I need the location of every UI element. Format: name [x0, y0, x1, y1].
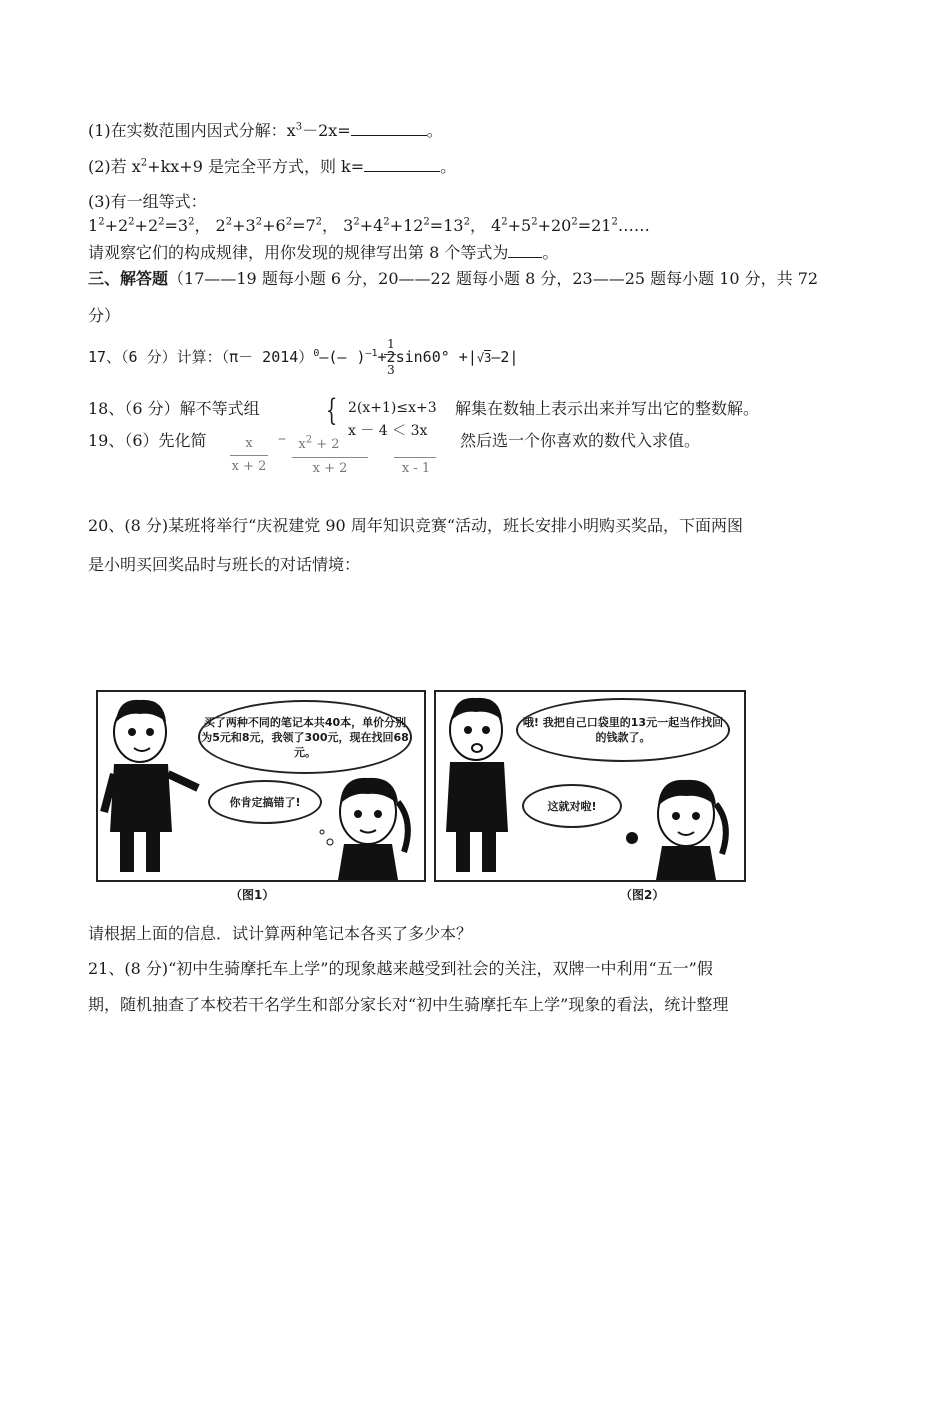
seq-exp: 2	[571, 216, 578, 228]
panel2-speech-bubble-girl: 这就对啦!	[522, 784, 622, 828]
seq-exp: 2	[255, 216, 263, 228]
seq-part: +20	[537, 216, 572, 235]
q18-lead: 18、（6 分）解不等式组	[88, 399, 260, 418]
fill-question-3: (3)有一组等式：	[88, 192, 207, 211]
comic-panel-2	[434, 690, 746, 882]
q3-equation-sequence	[88, 213, 650, 236]
seq-exp: 2	[188, 216, 195, 228]
q3-ask-text: 请观察它们的构成规律，用你发现的规律写出第 8 个等式为	[88, 243, 509, 262]
seq-part: =13	[429, 216, 464, 235]
q18-tail: 解集在数轴上表示出来并写出它的整数解。	[455, 399, 760, 418]
seq-exp: 2	[98, 216, 105, 228]
q21-line-1: 21、(8 分)“初中生骑摩托车上学”的现象越来越受到社会的关注，双牌一中利用“五一”假	[88, 959, 713, 978]
q1-end: 。	[426, 121, 443, 140]
seq-exp: 2	[353, 216, 360, 228]
q21-line-2: 期，随机抽查了本校若干名学生和部分家长对“初中生骑摩托车上学”现象的看法，统计整理	[88, 995, 729, 1014]
q17-sqrt: √3	[476, 351, 492, 365]
seq-exp: 2	[128, 216, 135, 228]
q19-frac1-den: x + 2	[231, 459, 267, 474]
seq-part: =3	[164, 216, 189, 235]
seq-part: ， 4	[469, 216, 502, 235]
seq-exp: 2	[158, 216, 165, 228]
question-17	[88, 346, 518, 367]
q1-text: (1)在实数范围内因式分解：x	[88, 121, 296, 140]
q19-tail: 然后选一个你喜欢的数代入求值。	[460, 431, 701, 450]
q17-lead: 17、（6 分）计算：（π－ 2014）	[88, 348, 314, 366]
fill-question-1	[88, 118, 443, 141]
q18-inequality-1: 2(x+1)≤x+3	[348, 400, 437, 416]
seq-part: +6	[262, 216, 286, 235]
q19-frac1-num: x	[245, 436, 253, 451]
panel1-caption: （图1）	[230, 888, 275, 902]
q19-minus: –	[278, 428, 286, 447]
seq-part: ……	[617, 216, 650, 235]
q1-answer-blank[interactable]	[351, 121, 427, 136]
q3-answer-blank[interactable]	[508, 243, 542, 258]
seq-part: ， 2	[194, 216, 226, 235]
section3-note-2: 分）	[88, 306, 121, 325]
q20-question: 请根据上面的信息．试计算两种笔记本各买了多少本？	[88, 924, 473, 943]
q17-fraction-bar	[384, 354, 396, 355]
seq-part: =7	[292, 216, 316, 235]
q19-frac2-bar	[292, 457, 368, 458]
section3-note: （17——19 题每小题 6 分，20——22 题每小题 8 分，23——25 题每小题 10 分，共 72	[168, 269, 819, 288]
panel2-caption: （图2）	[620, 888, 665, 902]
q1-exponent: 3	[295, 121, 303, 133]
seq-exp: 2	[383, 216, 390, 228]
q3-end: 。	[542, 243, 559, 262]
q19-frac3-den: x - 1	[401, 461, 431, 476]
seq-exp: 2	[531, 216, 538, 228]
comic-panel-1	[96, 690, 426, 882]
seq-exp: 2	[501, 216, 508, 228]
q19-frac2-den: x + 2	[312, 461, 348, 476]
seq-exp: 2	[611, 216, 618, 228]
q2-tail: +kx+9 是完全平方式，则 k=	[147, 157, 365, 176]
q20-line-2: 是小明买回奖品时与班长的对话情境：	[88, 555, 361, 574]
fill-question-2	[88, 154, 456, 177]
seq-part: 1	[88, 216, 99, 235]
q2-answer-blank[interactable]	[364, 157, 440, 172]
q19-frac3-bar	[394, 457, 436, 458]
q17-mid: –(–	[319, 348, 347, 366]
q19-frac2-num-x: x	[298, 437, 306, 452]
q17-exp-minus1: –1	[365, 348, 378, 359]
q19-lead: 19、（6）先化简	[88, 431, 207, 450]
section3-heading: 三、解答题	[88, 269, 169, 288]
seq-part: ， 3	[322, 216, 354, 235]
q19-frac2-exp: 2	[305, 434, 313, 446]
seq-part: +3	[232, 216, 256, 235]
panel2-speech-bubble-boy: 哦! 我把自己口袋里的13元一起当作找回的钱款了。	[516, 698, 730, 762]
q17-exp0: 0	[313, 348, 320, 359]
q17-tail: +2sin60° +|	[377, 348, 477, 366]
q20-line-1: 20、(8 分)某班将举行“庆祝建党 90 周年知识竞赛“活动，班长安排小明购买奖品，下面两图	[88, 516, 744, 535]
seq-part: +4	[359, 216, 384, 235]
q18-inequality-2: x － 4 ＜ 3x	[348, 423, 428, 439]
section3-heading-line	[88, 266, 818, 289]
q17-root: 3	[484, 351, 492, 365]
q17-end: –2|	[491, 348, 519, 366]
seq-exp: 2	[423, 216, 430, 228]
q19-frac2-num	[294, 434, 344, 452]
seq-part: +2	[104, 216, 129, 235]
seq-part: +2	[134, 216, 159, 235]
q19-frac2-num-tail: + 2	[312, 437, 340, 452]
q1-tail: －2x=	[302, 121, 351, 140]
seq-exp: 2	[315, 216, 323, 228]
q18-brace: {	[325, 393, 338, 428]
q17-fraction-denominator: 3	[387, 363, 395, 377]
seq-part: +12	[389, 216, 424, 235]
seq-exp: 2	[225, 216, 233, 228]
panel1-speech-bubble-boy: 买了两种不同的笔记本共40本，单价分别为5元和8元，我领了300元，现在找回68元。	[198, 700, 412, 774]
panel1-speech-bubble-girl: 你肯定搞错了!	[208, 780, 322, 824]
seq-exp: 2	[463, 216, 470, 228]
q17-close: )	[356, 348, 366, 366]
seq-part: =21	[577, 216, 612, 235]
q2-exponent: 2	[140, 157, 148, 169]
q2-text: (2)若 x	[88, 157, 141, 176]
seq-part: +5	[507, 216, 532, 235]
seq-exp: 2	[285, 216, 293, 228]
q19-frac1-bar	[230, 455, 268, 456]
q2-end: 。	[440, 157, 457, 176]
q17-fraction-numerator: 1	[387, 337, 395, 351]
q3-ask	[88, 240, 558, 263]
